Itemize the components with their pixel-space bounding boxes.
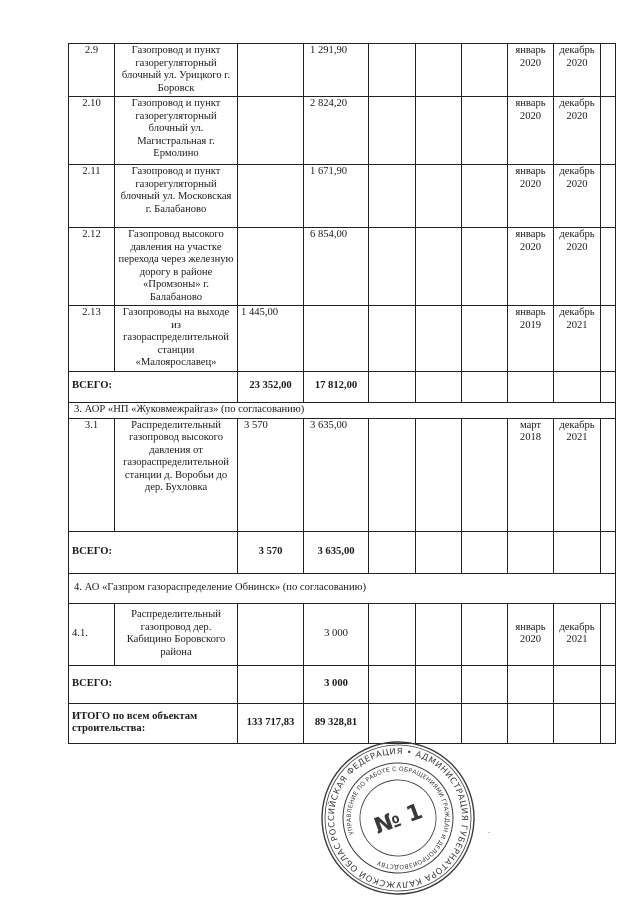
end-date: декабрь 2020 [554, 44, 601, 97]
amount-1 [238, 603, 304, 665]
object-name: Газопровод и пункт газорегуляторный блочный ул. Урицкого г. Боровск [115, 44, 238, 97]
end-date: декабрь 2021 [554, 603, 601, 665]
grand-total-amount-2: 89 328,81 [304, 703, 369, 743]
total-amount-2: 3 000 [304, 665, 369, 703]
table-row [69, 228, 616, 306]
amount-2: 2 824,20 [304, 97, 369, 165]
amount-2: 1 291,90 [304, 44, 369, 97]
end-date: декабрь 2020 [554, 228, 601, 306]
table-row [69, 306, 616, 372]
start-date: январь 2020 [508, 44, 554, 97]
section-header-row [69, 573, 616, 603]
total-label: ВСЕГО: [69, 665, 238, 703]
end-date: декабрь 2021 [554, 306, 601, 372]
amount-2: 1 671,90 [304, 165, 369, 228]
object-name: Газопровод и пункт газорегуляторный блочный ул. Магистральная г. Ермолино [115, 97, 238, 165]
total-label: ВСЕГО: [69, 531, 238, 573]
section-title: 4. АО «Газпром газораспределение Обнинск» (по согласованию) [69, 573, 616, 603]
seal-number: № 1 [371, 799, 427, 840]
table-body [69, 44, 616, 744]
amount-2: 3 000 [304, 603, 369, 665]
amount-1 [238, 228, 304, 306]
total-amount-1: 23 352,00 [238, 371, 304, 402]
section-header-row [69, 402, 616, 418]
row-number: 2.10 [69, 97, 115, 165]
start-date: январь 2020 [508, 603, 554, 665]
section-title: 3. АОР «НП «Жуковмежрайгаз» (по согласованию) [69, 402, 616, 418]
object-name: Газопроводы на выходе из газораспределительной станции «Малоярославец» [115, 306, 238, 372]
table-row [69, 97, 616, 165]
amount-2: 6 854,00 [304, 228, 369, 306]
grand-total-amount-1: 133 717,83 [238, 703, 304, 743]
start-date: январь 2020 [508, 97, 554, 165]
seal-inner-text: УПРАВЛЕНИЕ ПО РАБОТЕ С ОБРАЩЕНИЯМИ ГРАЖДАН И ДЕЛОПРОИЗВОДСТВУ [345, 765, 451, 871]
total-row [69, 371, 616, 402]
grand-total-row [69, 703, 616, 743]
page-mark: . [488, 826, 490, 835]
table-row [69, 44, 616, 97]
row-number: 2.12 [69, 228, 115, 306]
amount-1: 3 570 [238, 418, 304, 531]
objects-table [68, 43, 616, 744]
row-number: 3.1 [69, 418, 115, 531]
amount-1: 1 445,00 [238, 306, 304, 372]
row-number: 2.11 [69, 165, 115, 228]
total-amount-1: 3 570 [238, 531, 304, 573]
end-date: декабрь 2021 [554, 418, 601, 531]
amount-1 [238, 44, 304, 97]
total-row [69, 665, 616, 703]
end-date: декабрь 2020 [554, 97, 601, 165]
table-row [69, 603, 616, 665]
amount-1 [238, 97, 304, 165]
row-number: 4.1. [69, 603, 115, 665]
amount-2: 3 635,00 [304, 418, 369, 531]
total-amount-2: 3 635,00 [304, 531, 369, 573]
start-date: январь 2019 [508, 306, 554, 372]
object-name: Распределительный газопровод высокого давления от газораспределительной станции д. Воробьи до дер. Бухловка [115, 418, 238, 531]
amount-2 [304, 306, 369, 372]
object-name: Распределительный газопровод дер. Кабицино Боровского района [115, 603, 238, 665]
table-row [69, 165, 616, 228]
total-amount-1 [238, 665, 304, 703]
row-number: 2.13 [69, 306, 115, 372]
total-label: ВСЕГО: [69, 371, 238, 402]
total-amount-2: 17 812,00 [304, 371, 369, 402]
object-name: Газопровод высокого давления на участке перехода через железную дорогу в районе «Промзоны» г. Балабаново [115, 228, 238, 306]
amount-1 [238, 165, 304, 228]
grand-total-label: ИТОГО по всем объектам строительства: [69, 703, 238, 743]
start-date: март 2018 [508, 418, 554, 531]
object-name: Газопровод и пункт газорегуляторный блочный ул. Московская г. Балабаново [115, 165, 238, 228]
total-row [69, 531, 616, 573]
table-row [69, 418, 616, 531]
row-number: 2.9 [69, 44, 115, 97]
seal-outer-text: РОССИЙСКАЯ ФЕДЕРАЦИЯ • АДМИНИСТРАЦИЯ ГУБЕРНАТОРА КАЛУЖСКОЙ ОБЛАСТИ [325, 745, 471, 891]
start-date: январь 2020 [508, 165, 554, 228]
end-date: декабрь 2020 [554, 165, 601, 228]
official-seal [318, 738, 478, 898]
start-date: январь 2020 [508, 228, 554, 306]
